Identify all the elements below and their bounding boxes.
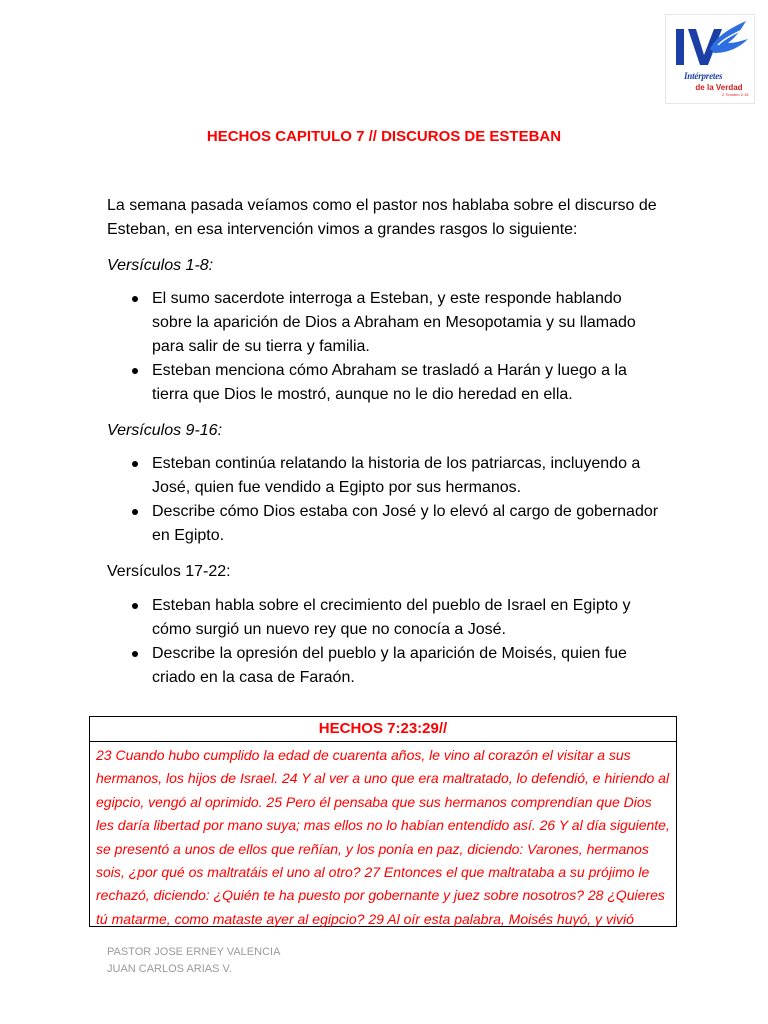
scripture-text: 23 Cuando hubo cumplido la edad de cuarenta años, le vino al corazón el visitar a sus hermanos, los hijos de Israel. 24 Y al ver a uno que era maltratado, lo defendió, e hiriendo al egipcio, vengó al oprimido. 25 Pero él pensaba que sus hermanos comprendían que Dios les daría libertad por mano suya; mas ellos no lo habían entendido así. 26 Y al día siguiente, se presentó a unos de ellos que reñían, y los ponía en paz, diciendo: Varones, hermanos sois, ¿por qué os maltratáis el uno al otro? 27 Entonces el que maltrataba a su prójimo le rechazó, diciendo: ¿Quién te ha puesto por gobernante y juez sobre nosotros? 28 ¿Quieres tú matarme, como mataste ayer al egipcio? 29 Al oír esta palabra, Moisés huyó, y vivió	[96, 747, 670, 927]
logo-text-reference: 2 Timoteo 2:15	[722, 92, 749, 97]
bullet-text: Describe la opresión del pueblo y la aparición de Moisés, quien fue criado en la casa de Faraón.	[152, 645, 627, 686]
bullet-icon	[132, 368, 138, 374]
logo-text-verdad: de la Verdad	[695, 83, 743, 92]
list-item	[130, 642, 660, 690]
section-heading-3: Versículos 17-22:	[107, 563, 231, 580]
bullet-text: Describe cómo Dios estaba con José y lo elevó al cargo de gobernador en Egipto.	[152, 503, 659, 544]
bullet-icon	[132, 296, 138, 302]
logo-text-interpretes: Intérpretes	[684, 71, 723, 81]
scripture-box	[89, 716, 677, 927]
bullet-icon	[132, 603, 138, 609]
list-item	[130, 359, 660, 407]
document-title: HECHOS CAPITULO 7 // DISCUROS DE ESTEBAN	[206, 128, 562, 145]
scripture-heading: HECHOS 7:23:29//	[90, 717, 676, 742]
bullet-text: Esteban habla sobre el crecimiento del pueblo de Israel en Egipto y cómo surgió un nuevo rey que no conocía a José.	[152, 597, 631, 638]
section-heading-1: Versículos 1-8:	[107, 257, 214, 274]
list-item	[130, 500, 660, 548]
bullet-icon	[132, 509, 138, 515]
dove-logo-icon	[666, 15, 754, 71]
bullet-list-1	[130, 287, 660, 407]
footer-author-1: PASTOR JOSE ERNEY VALENCIA	[107, 946, 281, 958]
list-item	[130, 594, 660, 642]
bullet-list-2	[130, 452, 660, 548]
intro-paragraph: La semana pasada veíamos como el pastor nos hablaba sobre el discurso de Esteban, en esa intervención vimos a grandes rasgos lo siguiente:	[107, 197, 657, 238]
bullet-icon	[132, 651, 138, 657]
list-item	[130, 287, 660, 359]
section-heading-2: Versículos 9-16:	[107, 422, 223, 439]
bullet-icon	[132, 461, 138, 467]
bullet-list-3	[130, 594, 660, 690]
bullet-text: Esteban menciona cómo Abraham se trasladó a Harán y luego a la tierra que Dios le mostró, aunque no le dio heredad en ella.	[152, 362, 627, 403]
list-item	[130, 452, 660, 500]
bullet-text: El sumo sacerdote interroga a Esteban, y este responde hablando sobre la aparición de Dios a Abraham en Mesopotamia y su llamado para salir de su tierra y familia.	[152, 290, 636, 355]
ministry-logo	[665, 14, 755, 104]
footer-author-2: JUAN CARLOS ARIAS V.	[107, 963, 232, 975]
bullet-text: Esteban continúa relatando la historia de los patriarcas, incluyendo a José, quien fue vendido a Egipto por sus hermanos.	[152, 455, 641, 496]
